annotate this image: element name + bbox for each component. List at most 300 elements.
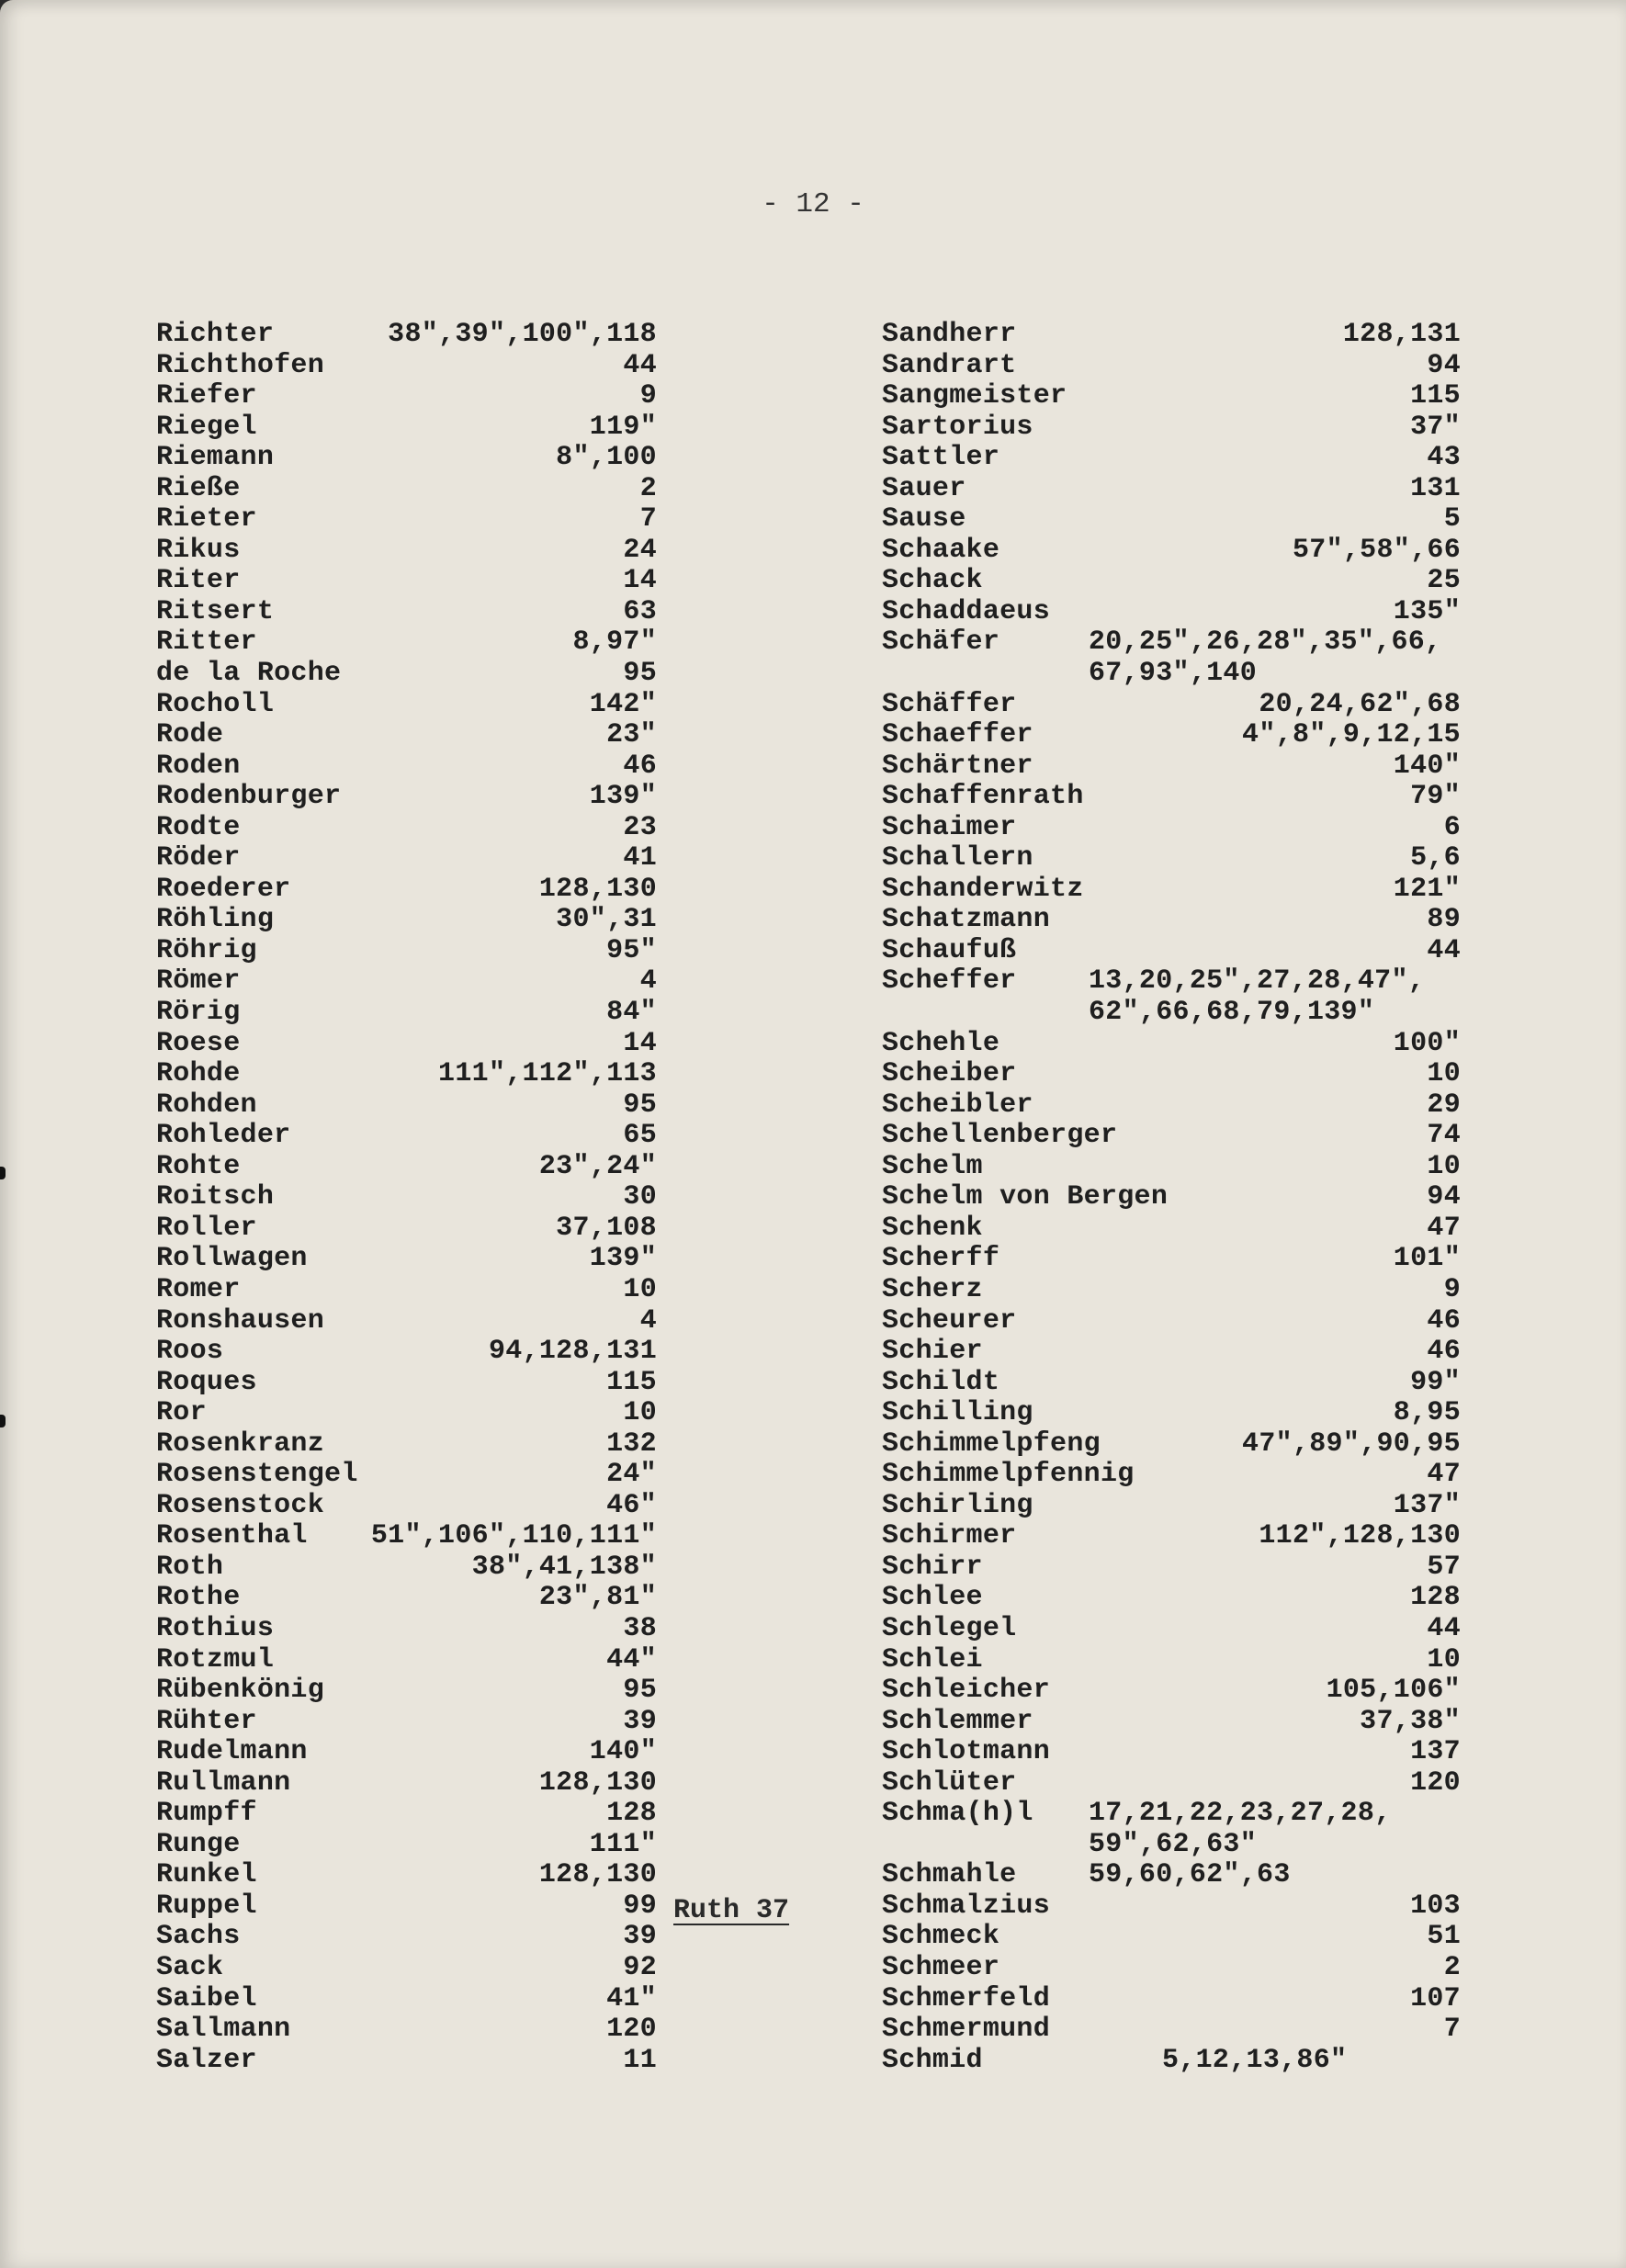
index-entry: [882, 720, 1479, 751]
index-entry: [882, 1429, 1479, 1461]
index-entry: [882, 1922, 1479, 1953]
entry-surname: Schlegel: [882, 1612, 1017, 1644]
entry-page-refs: 92: [623, 1951, 657, 1983]
index-entry: [882, 1182, 1479, 1213]
index-entry: [156, 1583, 873, 1614]
entry-page-refs: 111": [589, 1828, 657, 1860]
entry-page-refs: 5,6: [1410, 842, 1461, 874]
index-entry: [156, 1398, 873, 1429]
entry-page-refs: 120: [1410, 1766, 1461, 1799]
entry-surname: Schmerfeld: [882, 1982, 1051, 2014]
index-entry: [156, 320, 873, 351]
entry-surname: Scheiber: [882, 1058, 1017, 1090]
entry-page-refs: 137": [1393, 1489, 1461, 1521]
index-entry: [156, 1152, 873, 1183]
index-entry: [156, 1090, 873, 1122]
entry-page-refs: 17,21,22,23,27,28,: [1089, 1798, 1392, 1830]
entry-surname: Runge: [156, 1828, 241, 1860]
entry-page-refs: 94: [1427, 1181, 1461, 1213]
entry-page-refs: 23",81": [538, 1582, 657, 1614]
index-entry: [156, 1244, 873, 1275]
entry-surname: Ror: [156, 1397, 207, 1429]
entry-surname: Rosenstock: [156, 1489, 325, 1521]
index-entry: [156, 998, 873, 1029]
entry-surname: Schärtner: [882, 750, 1033, 782]
entry-page-refs: 99: [623, 1890, 657, 1922]
entry-page-refs: 139": [589, 1243, 657, 1275]
entry-page-refs: 65: [623, 1120, 657, 1152]
entry-surname: Schaddaeus: [882, 595, 1051, 627]
entry-surname: Schenk: [882, 1212, 983, 1244]
index-entry: [882, 813, 1479, 844]
entry-page-refs: 135": [1393, 595, 1461, 627]
entry-page-refs: 30: [623, 1181, 657, 1213]
entry-page-refs: 6: [1443, 811, 1461, 843]
index-entry: [882, 536, 1479, 567]
entry-surname: Schilling: [882, 1397, 1033, 1429]
entry-page-refs: 59,60,62",63: [1089, 1859, 1291, 1891]
entry-page-refs: 140": [1393, 750, 1461, 782]
entry-page-refs: 39: [623, 1921, 657, 1953]
entry-page-refs: 95: [623, 1089, 657, 1121]
entry-page-refs: 120: [606, 2014, 657, 2046]
entry-page-refs: 44": [606, 1643, 657, 1676]
entry-page-refs: 95: [623, 1675, 657, 1707]
index-column-left: [156, 320, 873, 2076]
entry-page-refs: 14: [623, 565, 657, 597]
entry-page-refs: 121": [1393, 873, 1461, 905]
entry-page-refs: 8,97": [572, 626, 657, 659]
entry-surname: Ruppel: [156, 1890, 257, 1922]
entry-surname: Schirr: [882, 1551, 983, 1583]
index-entry: [882, 998, 1479, 1029]
entry-page-refs: 5,12,13,86": [1162, 2044, 1348, 2076]
index-entry: [156, 720, 873, 751]
index-entry: [882, 412, 1479, 444]
entry-page-refs: 128,130: [538, 873, 657, 905]
index-entry: [156, 751, 873, 783]
entry-page-refs: 10: [623, 1273, 657, 1305]
entry-page-refs: 9: [639, 380, 657, 412]
index-entry: [882, 936, 1479, 967]
index-entry: [156, 1491, 873, 1522]
index-entry: [882, 1121, 1479, 1152]
entry-surname: Schmalzius: [882, 1890, 1051, 1922]
entry-surname: Schlüter: [882, 1766, 1017, 1799]
entry-page-refs: 140": [589, 1736, 657, 1768]
entry-surname: Rosenkranz: [156, 1427, 325, 1460]
entry-page-refs: 47",89",90,95: [1242, 1427, 1461, 1460]
entry-surname: Rullmann: [156, 1766, 291, 1799]
index-entry: [156, 782, 873, 813]
index-entry: [882, 1090, 1479, 1122]
entry-surname: Rikus: [156, 534, 241, 566]
index-entry: [882, 1583, 1479, 1614]
entry-page-refs: 57",58",66: [1292, 534, 1461, 566]
entry-page-refs: 25: [1427, 565, 1461, 597]
index-entry: [156, 1645, 873, 1676]
entry-page-refs: 38",41,138": [471, 1551, 657, 1583]
entry-surname: Scheffer: [882, 965, 1017, 998]
entry-page-refs: 2: [1443, 1951, 1461, 1983]
entry-surname: Schanderwitz: [882, 873, 1084, 905]
index-entry: [156, 936, 873, 967]
index-entry: [882, 1306, 1479, 1337]
entry-page-refs: 84": [606, 997, 657, 1029]
index-entry: [156, 843, 873, 874]
entry-page-refs: 46: [1427, 1304, 1461, 1337]
entry-surname: Sack: [156, 1951, 224, 1983]
entry-surname: Schäfer: [882, 626, 1000, 659]
index-entry: [156, 1182, 873, 1213]
entry-page-refs: 37": [1410, 411, 1461, 443]
index-entry: [156, 381, 873, 412]
entry-surname: Riegel: [156, 411, 257, 443]
entry-surname: Richthofen: [156, 349, 325, 381]
entry-page-refs: 30",31: [556, 904, 657, 936]
entry-surname: Schehle: [882, 1027, 1000, 1059]
index-entry: [156, 566, 873, 597]
index-entry: [156, 1860, 873, 1891]
entry-surname: Salzer: [156, 2044, 257, 2076]
entry-surname: Schelm von Bergen: [882, 1181, 1169, 1213]
entry-surname: Riemann: [156, 442, 275, 474]
index-column-right: [882, 320, 1479, 2076]
entry-page-refs: 8,95: [1393, 1397, 1461, 1429]
entry-surname: Schaake: [882, 534, 1000, 566]
entry-page-refs: 4: [639, 965, 657, 998]
index-entry: [882, 1491, 1479, 1522]
entry-surname: Scherz: [882, 1273, 983, 1305]
entry-page-refs: 119": [589, 411, 657, 443]
index-entry: [882, 690, 1479, 721]
entry-page-refs: 95: [623, 658, 657, 690]
entry-surname: Schaimer: [882, 811, 1017, 843]
index-entry: [156, 1429, 873, 1461]
entry-surname: Schildt: [882, 1366, 1000, 1398]
index-entry: [156, 966, 873, 998]
entry-page-refs: 62",66,68,79,139": [1089, 997, 1375, 1029]
index-entry: [882, 443, 1479, 474]
entry-surname: Rodenburger: [156, 781, 342, 813]
entry-surname: Sallmann: [156, 2014, 291, 2046]
entry-page-refs: 139": [589, 781, 657, 813]
index-entry: [156, 1368, 873, 1399]
entry-page-refs: 44: [1427, 934, 1461, 966]
index-entry: [882, 751, 1479, 783]
entry-page-refs: 29: [1427, 1089, 1461, 1121]
index-entry: [882, 2014, 1479, 2046]
entry-surname: Roden: [156, 750, 241, 782]
entry-surname: Schimmelpfennig: [882, 1459, 1135, 1491]
entry-surname: Rieter: [156, 503, 257, 536]
entry-page-refs: 44: [1427, 1612, 1461, 1644]
index-entry: [156, 1676, 873, 1707]
entry-surname: Schäffer: [882, 688, 1017, 720]
entry-page-refs: 128,131: [1342, 319, 1461, 350]
entry-page-refs: 89: [1427, 904, 1461, 936]
entry-page-refs: 94: [1427, 349, 1461, 381]
entry-page-refs: 23",24": [538, 1150, 657, 1182]
entry-surname: Römer: [156, 965, 241, 998]
entry-page-refs: 112",128,130: [1259, 1520, 1461, 1552]
entry-surname: Ronshausen: [156, 1304, 325, 1337]
entry-page-refs: 4: [639, 1304, 657, 1337]
index-entry: [882, 782, 1479, 813]
entry-page-refs: 46": [606, 1489, 657, 1521]
entry-surname: Schaufuß: [882, 934, 1017, 966]
entry-surname: Romer: [156, 1273, 241, 1305]
entry-page-refs: 46: [623, 750, 657, 782]
entry-page-refs: 47: [1427, 1459, 1461, 1491]
entry-surname: Schirmer: [882, 1520, 1017, 1552]
index-entry: [882, 1707, 1479, 1738]
index-entry: [882, 1213, 1479, 1245]
index-entry: [882, 1059, 1479, 1090]
entry-page-refs: 24": [606, 1459, 657, 1491]
entry-surname: Rodte: [156, 811, 241, 843]
entry-surname: Schmahle: [882, 1859, 1017, 1891]
entry-surname: Schmid: [882, 2044, 983, 2076]
index-entry: [156, 1275, 873, 1306]
entry-surname: Schlemmer: [882, 1705, 1033, 1737]
index-entry: [156, 1830, 873, 1861]
index-entry: [882, 1676, 1479, 1707]
index-entry: [882, 1860, 1479, 1891]
entry-page-refs: 37,38": [1360, 1705, 1461, 1737]
entry-surname: Rothe: [156, 1582, 241, 1614]
entry-page-refs: 23: [623, 811, 657, 843]
entry-surname: Roos: [156, 1336, 224, 1368]
entry-surname: Schmeck: [882, 1921, 1000, 1953]
index-entry: [156, 1121, 873, 1152]
entry-surname: Röhling: [156, 904, 275, 936]
index-entry: [156, 1029, 873, 1060]
entry-surname: Richter: [156, 319, 275, 350]
entry-page-refs: 142": [589, 688, 657, 720]
entry-surname: Schellenberger: [882, 1120, 1118, 1152]
entry-surname: Rumpff: [156, 1798, 257, 1830]
index-entry: [882, 1768, 1479, 1800]
index-entry: [156, 1521, 873, 1552]
index-entry: [156, 874, 873, 906]
entry-surname: Sartorius: [882, 411, 1033, 443]
entry-page-refs: 8",100: [556, 442, 657, 474]
index-entry: [882, 566, 1479, 597]
index-entry: [156, 1768, 873, 1800]
entry-surname: Sauer: [882, 472, 966, 504]
index-entry: [156, 443, 873, 474]
index-entry: [882, 1152, 1479, 1183]
entry-surname: Roederer: [156, 873, 291, 905]
index-entry: [882, 1552, 1479, 1584]
index-entry: [882, 1275, 1479, 1306]
index-entry: [156, 1953, 873, 1984]
index-entry: [156, 1922, 873, 1953]
index-entry: [156, 1059, 873, 1090]
entry-surname: Roese: [156, 1027, 241, 1059]
entry-surname: Sandrart: [882, 349, 1017, 381]
index-entry: [882, 1830, 1479, 1861]
entry-page-refs: 74: [1427, 1120, 1461, 1152]
index-entry: [156, 690, 873, 721]
index-entry: [882, 504, 1479, 536]
index-entry: [882, 659, 1479, 690]
entry-page-refs: 13,20,25",27,28,47",: [1089, 965, 1426, 998]
entry-page-refs: 63: [623, 595, 657, 627]
index-entry: [156, 597, 873, 628]
index-entry: [156, 1552, 873, 1584]
index-entry: [882, 843, 1479, 874]
index-entry: [156, 504, 873, 536]
entry-page-refs: 128: [606, 1798, 657, 1830]
page-number: - 12 -: [762, 188, 864, 220]
entry-page-refs: 79": [1410, 781, 1461, 813]
index-entry: [156, 351, 873, 382]
entry-page-refs: 100": [1393, 1027, 1461, 1059]
entry-page-refs: 94,128,131: [488, 1336, 657, 1368]
index-entry: [156, 1737, 873, 1768]
index-entry: [156, 1337, 873, 1368]
entry-page-refs: 115: [606, 1366, 657, 1398]
index-entry: [156, 1799, 873, 1830]
index-entry: [156, 659, 873, 690]
entry-surname: Rudelmann: [156, 1736, 308, 1768]
entry-page-refs: 44: [623, 349, 657, 381]
entry-page-refs: 11: [623, 2044, 657, 2076]
entry-surname: Schmermund: [882, 2014, 1051, 2046]
entry-page-refs: 132: [606, 1427, 657, 1460]
entry-page-refs: 41": [606, 1982, 657, 2014]
entry-page-refs: 59",62,63": [1089, 1828, 1258, 1860]
entry-page-refs: 4",8",9,12,15: [1242, 719, 1461, 751]
entry-page-refs: 107: [1410, 1982, 1461, 2014]
entry-page-refs: 23": [606, 719, 657, 751]
index-entry: [156, 813, 873, 844]
entry-page-refs: 7: [639, 503, 657, 536]
entry-surname: Schlee: [882, 1582, 983, 1614]
entry-page-refs: 20,25",26,28",35",66,: [1089, 626, 1442, 659]
index-entry: [882, 1645, 1479, 1676]
entry-page-refs: 128,130: [538, 1859, 657, 1891]
entry-surname: Roth: [156, 1551, 224, 1583]
entry-page-refs: 67,93",140: [1089, 658, 1258, 690]
entry-surname: Schmeer: [882, 1951, 1000, 1983]
entry-page-refs: 95": [606, 934, 657, 966]
entry-page-refs: 103: [1410, 1890, 1461, 1922]
entry-surname: Schleicher: [882, 1675, 1051, 1707]
entry-surname: Roques: [156, 1366, 257, 1398]
index-entry: [882, 1984, 1479, 2015]
entry-page-refs: 2: [639, 472, 657, 504]
entry-page-refs: 128: [1410, 1582, 1461, 1614]
entry-page-refs: 41: [623, 842, 657, 874]
index-entry: [882, 627, 1479, 659]
entry-surname: Saibel: [156, 1982, 257, 2014]
entry-surname: Riter: [156, 565, 241, 597]
handwritten-note: Ruth 37: [673, 1895, 790, 1926]
entry-surname: Schelm: [882, 1150, 983, 1182]
entry-page-refs: 115: [1410, 380, 1461, 412]
entry-surname: Sandherr: [882, 319, 1017, 350]
index-entry: [882, 597, 1479, 628]
entry-surname: Runkel: [156, 1859, 257, 1891]
entry-page-refs: 14: [623, 1027, 657, 1059]
index-entry: [156, 1460, 873, 1491]
entry-surname: Rörig: [156, 997, 241, 1029]
index-entry: [156, 1213, 873, 1245]
entry-page-refs: 10: [1427, 1643, 1461, 1676]
entry-surname: Röder: [156, 842, 241, 874]
entry-surname: Rühter: [156, 1705, 257, 1737]
entry-page-refs: 105,106": [1326, 1675, 1461, 1707]
entry-page-refs: 24: [623, 534, 657, 566]
entry-page-refs: 99": [1410, 1366, 1461, 1398]
index-entry: [882, 1891, 1479, 1923]
entry-page-refs: 51",106",110,111": [370, 1520, 657, 1552]
entry-surname: Schier: [882, 1336, 983, 1368]
index-entry: [156, 1306, 873, 1337]
entry-page-refs: 5: [1443, 503, 1461, 536]
index-entry: [882, 1337, 1479, 1368]
entry-surname: Sachs: [156, 1921, 241, 1953]
index-entry: [156, 2014, 873, 2046]
entry-surname: Scherff: [882, 1243, 1000, 1275]
entry-page-refs: 101": [1393, 1243, 1461, 1275]
entry-page-refs: 38",39",100",118: [388, 319, 657, 350]
entry-surname: Röhrig: [156, 934, 257, 966]
entry-page-refs: 10: [1427, 1150, 1461, 1182]
entry-surname: Scheibler: [882, 1089, 1033, 1121]
index-entry: [882, 1521, 1479, 1552]
index-entry: [882, 2046, 1479, 2077]
index-entry: [156, 1707, 873, 1738]
index-entry: [156, 412, 873, 444]
entry-surname: Rohde: [156, 1058, 241, 1090]
entry-page-refs: 131: [1410, 472, 1461, 504]
entry-surname: Schma(h)l: [882, 1798, 1033, 1830]
entry-page-refs: 38: [623, 1612, 657, 1644]
entry-page-refs: 51: [1427, 1921, 1461, 1953]
index-entry: [882, 1614, 1479, 1645]
index-entry: [882, 966, 1479, 998]
entry-surname: Rothius: [156, 1612, 275, 1644]
entry-surname: Roitsch: [156, 1181, 275, 1213]
index-entry: [882, 1244, 1479, 1275]
entry-surname: Rollwagen: [156, 1243, 308, 1275]
entry-surname: Ritsert: [156, 595, 275, 627]
entry-surname: Schatzmann: [882, 904, 1051, 936]
entry-surname: Rode: [156, 719, 224, 751]
entry-page-refs: 46: [1427, 1336, 1461, 1368]
entry-page-refs: 7: [1443, 2014, 1461, 2046]
index-entry: [882, 1799, 1479, 1830]
entry-surname: Rohden: [156, 1089, 257, 1121]
entry-surname: Rieße: [156, 472, 241, 504]
index-entry: [882, 874, 1479, 906]
entry-page-refs: 37,108: [556, 1212, 657, 1244]
index-entry: [156, 2046, 873, 2077]
index-entry: [882, 1953, 1479, 1984]
entry-surname: Sattler: [882, 442, 1000, 474]
index-entry: [156, 1984, 873, 2015]
entry-surname: Schack: [882, 565, 983, 597]
index-entry: [882, 1368, 1479, 1399]
entry-surname: Rosenstengel: [156, 1459, 358, 1491]
entry-page-refs: 43: [1427, 442, 1461, 474]
entry-surname: Schimmelpfeng: [882, 1427, 1101, 1460]
entry-surname: Rohte: [156, 1150, 241, 1182]
